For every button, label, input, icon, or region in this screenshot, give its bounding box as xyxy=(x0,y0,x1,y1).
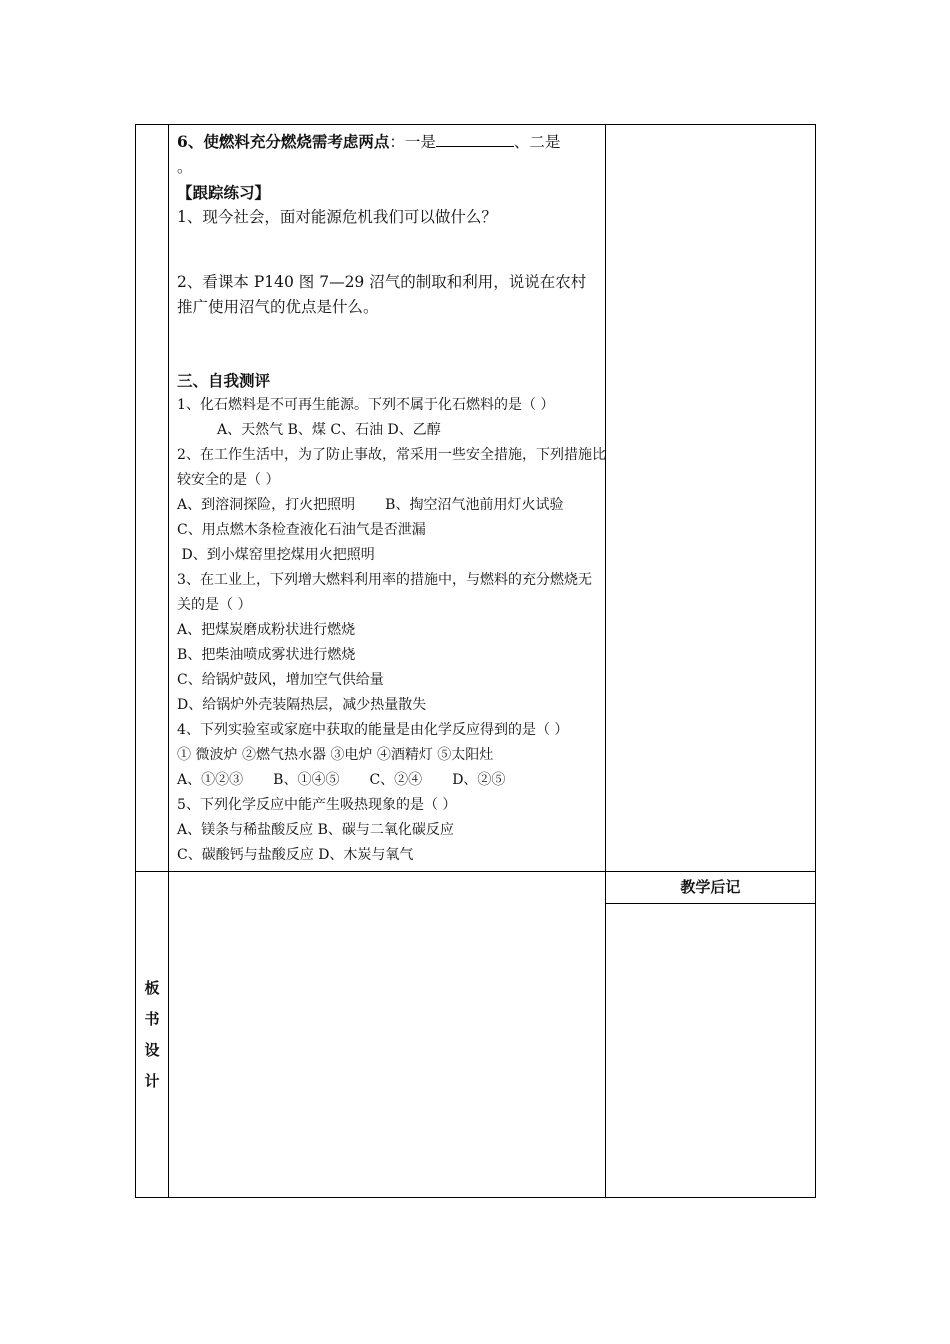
practice-q2-line2: 推广使用沼气的优点是什么。 xyxy=(177,298,379,316)
test-q5-cd: C、碳酸钙与盐酸反应 D、木炭与氧气 xyxy=(177,847,414,863)
test-q2-line1: 2、在工作生活中，为了防止事故，常采用一些安全措施，下列措施比 xyxy=(177,447,606,463)
content-cell xyxy=(169,125,606,872)
content-row xyxy=(136,125,816,872)
right-empty-cell xyxy=(605,125,815,872)
board-design-row xyxy=(136,872,816,1198)
test-q5-ab: A、镁条与稀盐酸反应 B、碳与二氧化碳反应 xyxy=(177,822,454,838)
practice-q1: 1、现今社会，面对能源危机我们可以做什么？ xyxy=(177,208,497,226)
label-char-1: 板 xyxy=(144,978,160,997)
label-char-3: 设 xyxy=(144,1040,160,1059)
test-q4: 4、下列实验室或家庭中获取的能量是由化学反应得到的是（ ） xyxy=(177,722,569,738)
teaching-notes-heading: 教学后记 xyxy=(606,872,815,904)
test-q4-options: A、①②③ B、①④⑤ C、②④ D、②⑤ xyxy=(177,772,506,788)
test-q3-line1: 3、在工业上，下列增大燃料利用率的措施中，与燃料的充分燃烧无 xyxy=(177,572,592,588)
practice-q2-line1: 2、看课本 P140 图 7—29 沼气的制取和利用，说说在农村 xyxy=(177,273,587,291)
test-q3-line2: 关的是（ ） xyxy=(177,597,252,613)
board-design-label xyxy=(136,872,169,1198)
test-q3-b: B、把柴油喷成雾状进行燃烧 xyxy=(177,647,356,663)
test-q5: 5、下列化学反应中能产生吸热现象的是（ ） xyxy=(177,797,457,813)
practice-heading: 【跟踪练习】 xyxy=(177,183,271,202)
test-q1: 1、化石燃料是不可再生能源。下列不属于化石燃料的是（ ） xyxy=(177,397,555,413)
left-empty-cell xyxy=(136,125,169,872)
test-q4-items: ① 微波炉 ②燃气热水器 ③电炉 ④酒精灯 ⑤太阳灶 xyxy=(177,747,494,763)
test-q2-c: C、用点燃木条检查液化石油气是否泄漏 xyxy=(177,522,426,538)
test-q2-ab: A、到溶洞探险，打火把照明 B、掏空沼气池前用灯火试验 xyxy=(177,497,564,513)
test-q2-line2: 较安全的是（ ） xyxy=(177,472,280,488)
label-char-2: 书 xyxy=(144,1009,160,1028)
label-char-4: 计 xyxy=(144,1071,160,1090)
test-q2-d: D、到小煤窑里挖煤用火把照明 xyxy=(177,547,375,563)
board-design-cell[interactable] xyxy=(169,872,606,1198)
teaching-notes-cell xyxy=(605,872,815,1198)
test-q3-c: C、给锅炉鼓风，增加空气供给量 xyxy=(177,672,384,688)
self-test-heading: 三、自我测评 xyxy=(177,371,271,390)
test-q3-a: A、把煤炭磨成粉状进行燃烧 xyxy=(177,622,356,638)
q6-line: 6、使燃料充分燃烧需考虑两点：一是 、二是 xyxy=(177,132,561,151)
q6-end: 。 xyxy=(177,158,193,176)
fill-blank xyxy=(436,132,514,147)
test-q1-options: A、天然气 B、煤 C、石油 D、乙醇 xyxy=(217,422,441,438)
test-q3-d: D、给锅炉外壳装隔热层，减少热量散失 xyxy=(177,697,427,713)
lesson-plan-table xyxy=(135,124,816,1198)
